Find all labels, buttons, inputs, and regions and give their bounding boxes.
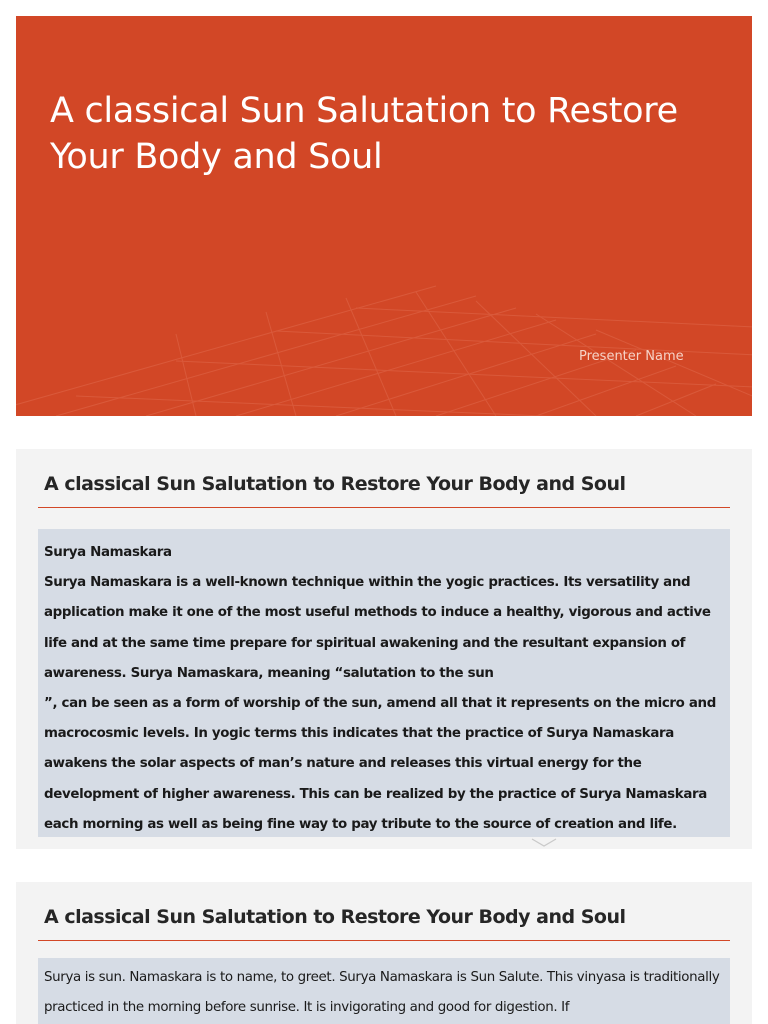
slide-heading: A classical Sun Salutation to Restore Your Body and Soul <box>44 906 626 928</box>
body-paragraph: Surya Namaskara is a well-known technique within the yogic practices. Its versatility and application make it one of the most useful methods to induce a healthy, vigorous and active life and at the same time prepare for spiritual awakening and the resultant expansion of awareness. Surya Namaskara, meaning “salutation to the sun <box>44 575 711 681</box>
heading-divider <box>38 507 730 508</box>
body-paragraph-continued: ”, can be seen as a form of worship of the sun, amend all that it represents on the micro and macrocosmic levels. In yogic terms this indicates that the practice of Surya Namaskara awakens the solar aspects of man’s nature and releases this virtual energy for the development of higher awareness. This can be realized by the practice of Surya Namaskara each morning as well as being fine way to pay tribute to the source of creation and life. <box>44 696 716 832</box>
content-slide-3[interactable] <box>16 882 752 1024</box>
slide-heading: A classical Sun Salutation to Restore Your Body and Soul <box>44 473 626 495</box>
chevron-down-icon <box>530 837 558 849</box>
heading-divider <box>38 940 730 941</box>
content-slide-2[interactable] <box>16 449 752 849</box>
body-text-box <box>38 958 730 1024</box>
slide-title: A classical Sun Salutation to Restore Your Body and Soul <box>50 91 678 177</box>
body-paragraph: Surya is sun. Namaskara is to name, to greet. Surya Namaskara is Sun Salute. This vinyasa is traditionally practiced in the morning before sunrise. It is invigorating and good for digestion. If <box>44 970 720 1016</box>
subheading: Surya Namaskara <box>44 545 172 560</box>
title-slide[interactable] <box>16 16 752 416</box>
body-text-box <box>38 529 730 837</box>
presenter-name: Presenter Name <box>579 349 684 364</box>
